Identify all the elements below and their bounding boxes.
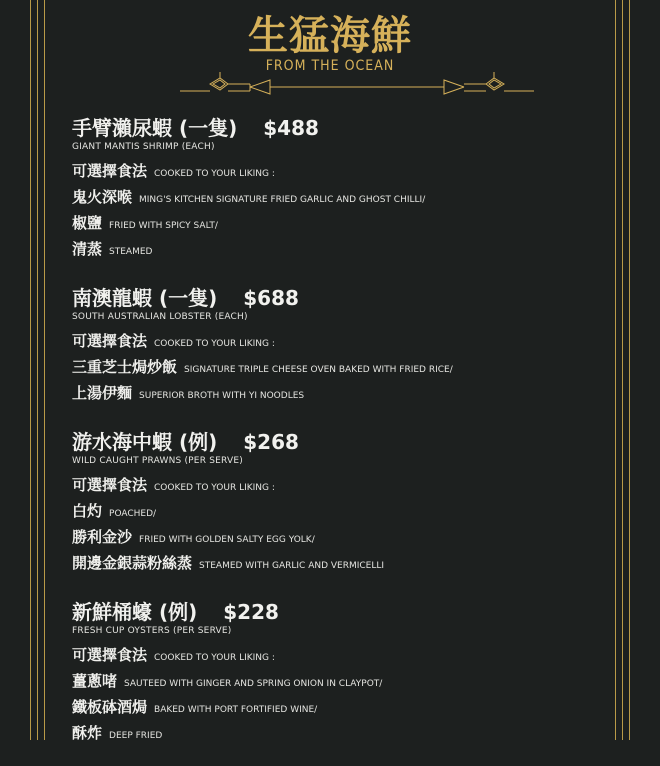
item-price: $268 [243,430,299,454]
option-cn: 薑蔥啫 [72,672,118,690]
cooking-option [72,670,612,696]
option-en: COOKED TO YOUR LIKING : [154,483,275,493]
cooking-option [72,212,612,238]
option-en: SIGNATURE TRIPLE CHEESE OVEN BAKED WITH FRIED RICE/ [184,365,453,375]
option-en: SUPERIOR BROTH WITH YI NOODLES [139,391,305,401]
cooking-option [72,186,612,212]
option-en: DEEP FRIED [109,731,163,741]
frame-line-left-outer [30,0,31,740]
option-cn: 可選擇食法 [72,162,148,180]
item-english-name: FRESH CUP OYSTERS (PER SERVE) [72,626,232,636]
art-deco-ornament-icon [180,70,534,98]
option-cn: 鐵板砵酒焗 [72,698,148,716]
cooking-option [72,552,612,578]
frame-line-left-inner [37,0,38,740]
item-price: $488 [263,116,319,140]
option-en: STEAMED WITH GARLIC AND VERMICELLI [199,561,385,571]
option-en: SAUTEED WITH GINGER AND SPRING ONION IN CLAYPOT/ [124,679,383,689]
option-en: STEAMED [109,247,153,257]
item-english-name: WILD CAUGHT PRAWNS (PER SERVE) [72,456,243,466]
option-cn: 可選擇食法 [72,646,148,664]
option-en: FRIED WITH SPICY SALT/ [109,221,218,231]
item-price: $688 [243,286,299,310]
cooking-option [72,696,612,722]
menu-list [72,112,612,766]
cooking-option [72,238,612,264]
menu-item-prawns [72,426,612,578]
item-name: 南澳龍蝦 (一隻) [72,286,218,310]
option-en: COOKED TO YOUR LIKING : [154,169,275,179]
item-price: $228 [223,600,279,624]
frame-line-right-outer [629,0,630,740]
section-title-chinese: 生猛海鮮 [248,12,412,59]
cooking-option [72,474,612,500]
item-english-name: SOUTH AUSTRALIAN LOBSTER (EACH) [72,312,248,322]
cooking-option [72,526,612,552]
option-en: BAKED WITH PORT FORTIFIED WINE/ [154,705,318,715]
option-cn: 可選擇食法 [72,476,148,494]
menu-item-oysters [72,596,612,748]
option-en: COOKED TO YOUR LIKING : [154,653,275,663]
option-en: MING'S KITCHEN SIGNATURE FRIED GARLIC AND GHOST CHILLI/ [139,195,426,205]
option-cn: 白灼 [72,502,103,520]
item-name: 手臂瀨尿蝦 (一隻) [72,116,238,140]
option-cn: 上湯伊麵 [72,384,133,402]
cooking-option [72,330,612,356]
item-english-name: GIANT MANTIS SHRIMP (EACH) [72,142,215,152]
option-cn: 酥炸 [72,724,103,742]
option-cn: 三重芝士焗炒飯 [72,358,178,376]
option-cn: 可選擇食法 [72,332,148,350]
section-title-english: FROM THE OCEAN [265,58,395,74]
cooking-option [72,356,612,382]
option-cn: 開邊金銀蒜粉絲蒸 [72,554,193,572]
frame-line-left-innermost [44,0,45,740]
option-en: POACHED/ [109,509,157,519]
frame-line-right-innermost [615,0,616,740]
menu-item-lobster [72,282,612,408]
option-cn: 椒鹽 [72,214,103,232]
item-name: 游水海中蝦 (例) [72,430,218,454]
cooking-option [72,160,612,186]
option-cn: 勝利金沙 [72,528,133,546]
cooking-option [72,722,612,748]
cooking-option [72,500,612,526]
cooking-option [72,382,612,408]
option-cn: 鬼火深喉 [72,188,133,206]
menu-item-mantis-shrimp [72,112,612,264]
frame-line-right-inner [622,0,623,740]
option-en: COOKED TO YOUR LIKING : [154,339,275,349]
item-name: 新鮮桶蠔 (例) [72,600,198,624]
option-en: FRIED WITH GOLDEN SALTY EGG YOLK/ [139,535,315,545]
option-cn: 清蒸 [72,240,103,258]
cooking-option [72,644,612,670]
